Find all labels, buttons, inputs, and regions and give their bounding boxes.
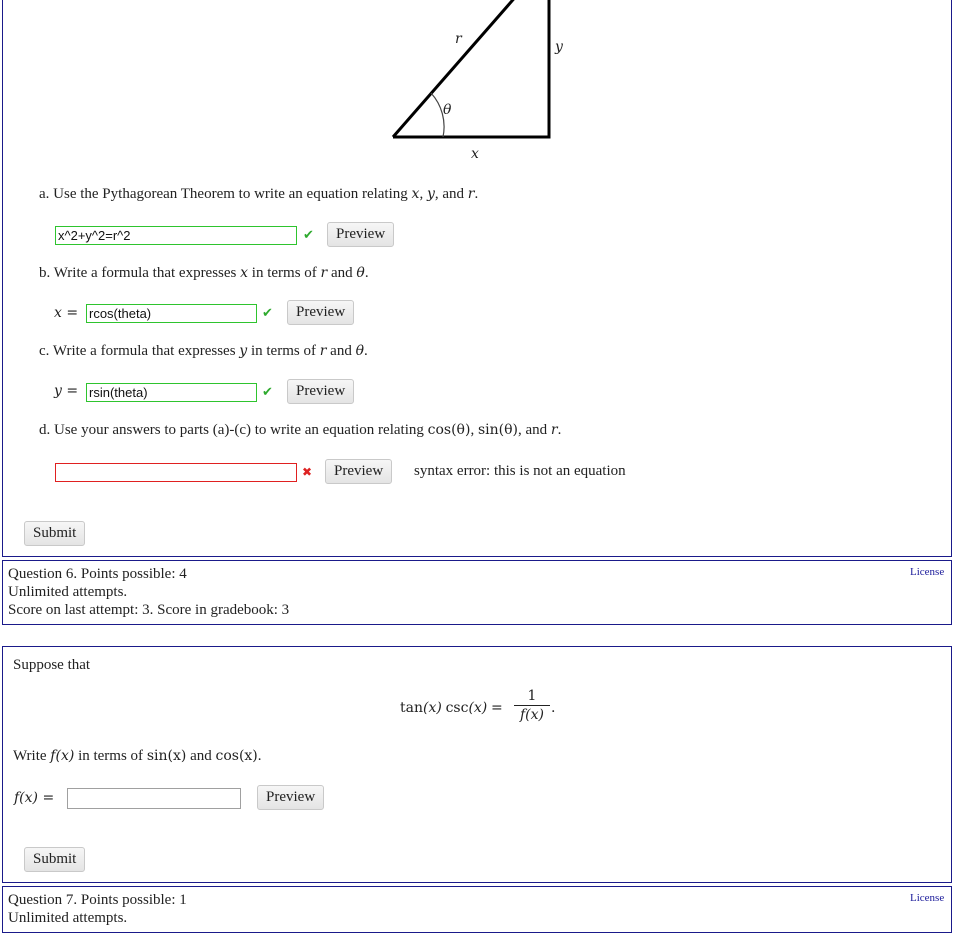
part-a-preview-button[interactable]: Preview bbox=[327, 222, 394, 247]
cross-icon: ✖ bbox=[302, 465, 313, 479]
prompt-text: in terms of bbox=[250, 343, 316, 359]
part-a-prompt bbox=[39, 186, 478, 203]
var-y: y bbox=[426, 186, 435, 202]
question-6-info bbox=[2, 560, 952, 625]
attempts-info: Unlimited attempts. bbox=[8, 910, 128, 926]
sep: , and bbox=[517, 422, 548, 438]
q7-intro: Suppose that bbox=[13, 657, 91, 673]
q7-write-prompt bbox=[13, 748, 262, 765]
lhs-var: x bbox=[54, 305, 62, 321]
prompt-text: and bbox=[330, 343, 352, 359]
q6-submit-button[interactable]: Submit bbox=[24, 521, 85, 546]
label-theta: θ bbox=[443, 102, 452, 118]
q7-lhs: f(x) = bbox=[14, 790, 55, 806]
prompt-text: Write bbox=[13, 748, 47, 764]
arg: (x) bbox=[468, 700, 488, 716]
period: . bbox=[364, 343, 368, 359]
q7-preview-button[interactable]: Preview bbox=[257, 785, 324, 810]
prompt-text: a. Use the Pythagorean Theorem to write an equation relating bbox=[39, 186, 408, 202]
prompt-text: d. Use your answers to parts (a)-(c) to write an equation relating bbox=[39, 422, 424, 438]
label-y: y bbox=[555, 39, 563, 55]
check-icon: ✔ bbox=[303, 228, 314, 243]
f-of-x: f(x) bbox=[50, 748, 75, 764]
sep: , and bbox=[434, 186, 465, 202]
var-y: y bbox=[239, 343, 248, 359]
sin-expr: sin(x) bbox=[146, 748, 187, 764]
arg: (x) bbox=[423, 700, 442, 716]
equals: = bbox=[66, 383, 79, 399]
question-7-panel bbox=[2, 646, 952, 883]
equals: = bbox=[66, 305, 79, 321]
part-c-lhs bbox=[54, 383, 78, 399]
part-c-answer-input[interactable]: rsin(theta) bbox=[86, 383, 257, 402]
part-a-answer-input[interactable]: x^2+y^2=r^2 bbox=[55, 226, 297, 245]
prompt-text: and bbox=[331, 265, 353, 281]
var-theta: θ bbox=[355, 343, 365, 359]
sep: , bbox=[419, 186, 424, 202]
part-d-answer-input[interactable] bbox=[55, 463, 297, 482]
var-r: r bbox=[550, 422, 558, 438]
cos-expr: cos(θ) bbox=[427, 422, 471, 438]
prompt-text: in terms of bbox=[251, 265, 317, 281]
lhs-var: y bbox=[54, 383, 62, 399]
points-possible: Question 6. Points possible: 4 bbox=[8, 566, 187, 582]
part-d-prompt bbox=[39, 422, 561, 439]
license-link[interactable]: License bbox=[910, 892, 945, 904]
prompt-text: c. Write a formula that expresses bbox=[39, 343, 236, 359]
license-link[interactable]: License bbox=[910, 566, 945, 578]
part-b-preview-button[interactable]: Preview bbox=[287, 300, 354, 325]
prompt-text: in terms of bbox=[78, 748, 144, 764]
label-r: r bbox=[455, 31, 462, 47]
cos-expr: cos(x) bbox=[215, 748, 258, 764]
equals: = bbox=[491, 700, 503, 716]
fraction-numerator: 1 bbox=[514, 688, 550, 706]
tan-fn: tan bbox=[400, 700, 423, 716]
q7-equation bbox=[400, 700, 503, 717]
part-d-preview-button[interactable]: Preview bbox=[325, 459, 392, 484]
question-6-panel bbox=[2, 0, 952, 557]
csc-fn: csc bbox=[445, 700, 469, 716]
period: . bbox=[257, 748, 262, 764]
part-b-lhs bbox=[54, 305, 78, 321]
sep: , bbox=[470, 422, 475, 438]
period: . bbox=[551, 700, 556, 716]
var-x: x bbox=[411, 186, 420, 202]
check-icon: ✔ bbox=[262, 306, 273, 321]
triangle-shape bbox=[393, 0, 549, 137]
var-theta: θ bbox=[356, 265, 365, 281]
prompt-text: and bbox=[190, 748, 212, 764]
q7-answer-input[interactable] bbox=[67, 788, 241, 809]
fraction-denominator: f(x) bbox=[519, 707, 544, 723]
prompt-text: b. Write a formula that expresses bbox=[39, 265, 237, 281]
period: . bbox=[364, 265, 369, 281]
question-7-info bbox=[2, 886, 952, 933]
part-c-preview-button[interactable]: Preview bbox=[287, 379, 354, 404]
part-c-prompt bbox=[39, 343, 368, 360]
period: . bbox=[557, 422, 562, 438]
part-d-error-message: syntax error: this is not an equation bbox=[414, 463, 626, 479]
attempts-info: Unlimited attempts. bbox=[8, 584, 128, 600]
points-possible: Question 7. Points possible: 1 bbox=[8, 892, 187, 908]
part-b-prompt bbox=[39, 265, 369, 282]
check-icon: ✔ bbox=[262, 385, 273, 400]
q7-submit-button[interactable]: Submit bbox=[24, 847, 85, 872]
var-r: r bbox=[467, 186, 475, 202]
fraction bbox=[514, 688, 550, 723]
score-info: Score on last attempt: 3. Score in gradebook: 3 bbox=[8, 602, 290, 618]
var-r: r bbox=[319, 343, 327, 359]
triangle-diagram bbox=[383, 0, 583, 169]
part-b-answer-input[interactable]: rcos(theta) bbox=[86, 304, 257, 323]
var-r: r bbox=[320, 265, 328, 281]
var-x: x bbox=[240, 265, 249, 281]
sin-expr: sin(θ) bbox=[477, 422, 518, 438]
period: . bbox=[474, 186, 479, 202]
label-x: x bbox=[471, 146, 479, 162]
